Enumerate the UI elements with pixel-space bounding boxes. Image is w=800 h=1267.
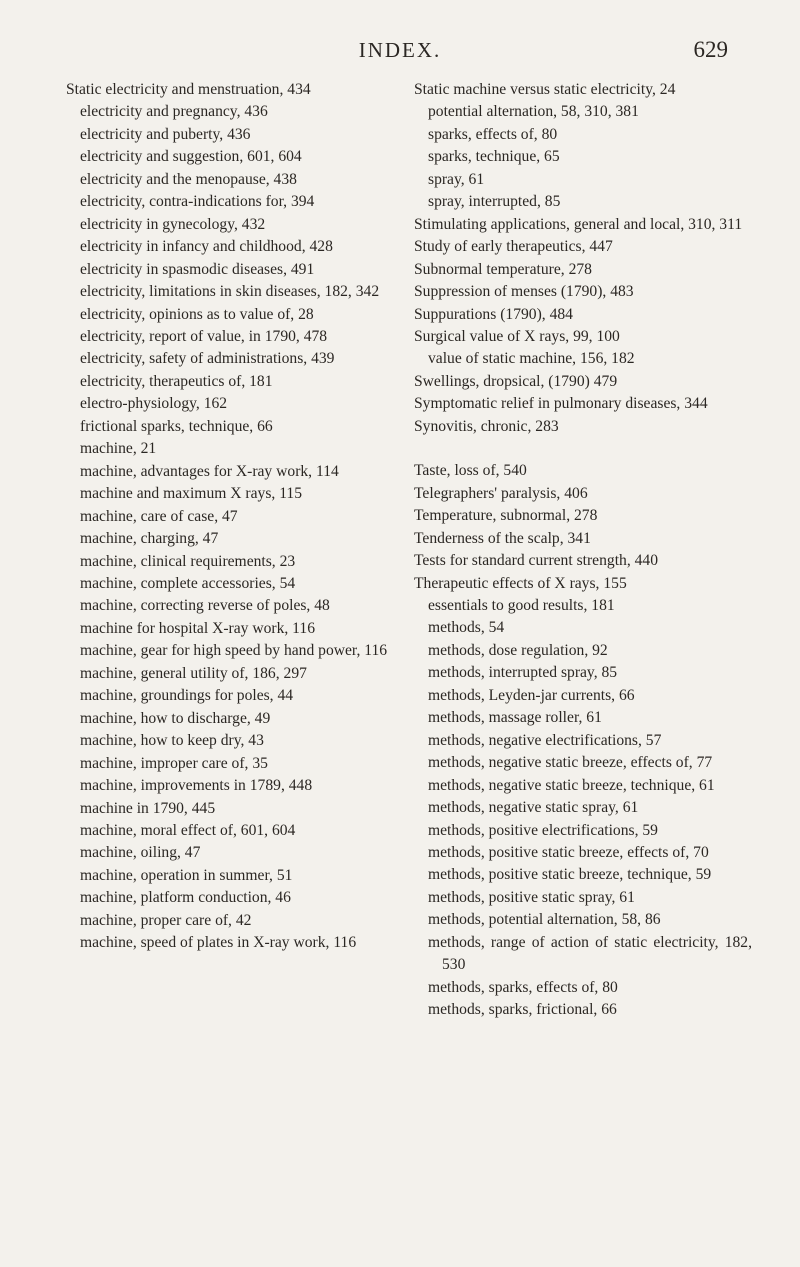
index-entry: methods, positive electrifications, 59 <box>428 821 658 839</box>
index-entry: value of static machine, 156, 182 <box>428 350 635 368</box>
index-entry: machine, charging, 47 <box>80 530 219 548</box>
index-entry: Surgical value of X rays, 99, 100 <box>414 327 620 345</box>
index-entry: machine, advantages for X-ray work, 114 <box>80 462 339 480</box>
index-entry: Symptomatic relief in pulmonary diseases, 344 <box>414 395 708 413</box>
index-entry: spray, interrupted, 85 <box>428 193 561 211</box>
index-entry: machine, groundings for poles, 44 <box>80 687 294 705</box>
index-entry: machine, correcting reverse of poles, 48 <box>80 597 330 615</box>
index-entry: machine, operation in summer, 51 <box>80 866 293 884</box>
index-entry: methods, positive static breeze, effects of, 70 <box>428 843 709 861</box>
index-entry: methods, positive static breeze, technique, 59 <box>428 866 712 884</box>
index-entry: electricity in gynecology, 432 <box>80 215 266 233</box>
index-entry: methods, range of action of static electricity, 182, 530 <box>428 933 752 974</box>
index-entry: methods, negative static spray, 61 <box>428 799 639 817</box>
index-entry: methods, negative electrifications, 57 <box>428 731 662 749</box>
index-entry: machine, gear for high speed by hand power, 116 <box>80 642 388 660</box>
index-entry: methods, interrupted spray, 85 <box>428 664 618 682</box>
index-entry: Tenderness of the scalp, 341 <box>414 529 591 547</box>
index-column-left <box>66 79 404 955</box>
index-entry: machine, speed of plates in X-ray work, 116 <box>80 934 357 952</box>
index-entry: Therapeutic effects of X rays, 155 <box>414 574 627 592</box>
index-entry: electricity, opinions as to value of, 28 <box>80 305 314 323</box>
index-entry: electricity and suggestion, 601, 604 <box>80 148 302 166</box>
index-entry: electricity, therapeutics of, 181 <box>80 372 273 390</box>
index-entry: methods, sparks, frictional, 66 <box>428 1001 617 1019</box>
index-entry: methods, sparks, effects of, 80 <box>428 978 618 996</box>
page-number: 629 <box>693 37 728 62</box>
index-entry: Taste, loss of, 540 <box>414 462 527 480</box>
index-entry: Subnormal temperature, 278 <box>414 260 592 278</box>
index-entry: Suppurations (1790), 484 <box>414 305 573 323</box>
index-entry: Stimulating applications, general and local, 310, 311 <box>414 215 743 233</box>
index-entry: spray, 61 <box>428 170 485 188</box>
index-entry: machine, how to discharge, 49 <box>80 709 271 727</box>
index-entry: Synovitis, chronic, 283 <box>414 417 559 435</box>
index-entry: machine in 1790, 445 <box>80 799 216 817</box>
index-entry: machine, complete accessories, 54 <box>80 574 296 592</box>
index-entry: Temperature, subnormal, 278 <box>414 507 598 525</box>
index-entry: machine and maximum X rays, 115 <box>80 485 303 503</box>
index-entry: electricity, report of value, in 1790, 478 <box>80 327 328 345</box>
index-entry: methods, negative static breeze, technique, 61 <box>428 776 715 794</box>
index-entry: sparks, technique, 65 <box>428 148 560 166</box>
index-entry: methods, Leyden-jar currents, 66 <box>428 686 635 704</box>
index-entry: electro-physiology, 162 <box>80 395 228 413</box>
index-entry: Telegraphers' paralysis, 406 <box>414 484 588 502</box>
index-entry: machine, platform conduction, 46 <box>80 889 291 907</box>
index-entry: machine, improper care of, 35 <box>80 754 268 772</box>
index-entry: machine, how to keep dry, 43 <box>80 732 264 750</box>
index-entry: electricity and pregnancy, 436 <box>80 103 268 121</box>
index-entry: electricity in infancy and childhood, 428 <box>80 238 333 256</box>
index-entry: Suppression of menses (1790), 483 <box>414 283 634 301</box>
index-column-right <box>414 79 752 1022</box>
index-entry: Static machine versus static electricity, 24 <box>414 81 676 98</box>
index-entry: potential alternation, 58, 310, 381 <box>428 103 639 121</box>
index-entry: machine, clinical requirements, 23 <box>80 552 296 570</box>
index-entry: methods, negative static breeze, effects of, 77 <box>428 754 713 772</box>
index-entry: electricity in spasmodic diseases, 491 <box>80 260 315 278</box>
index-entry: sparks, effects of, 80 <box>428 125 558 143</box>
index-entry: machine, oiling, 47 <box>80 844 201 862</box>
index-entry: machine for hospital X-ray work, 116 <box>80 619 315 637</box>
index-entry: methods, 54 <box>428 619 505 637</box>
index-entry: methods, dose regulation, 92 <box>428 641 608 659</box>
index-entry: machine, care of case, 47 <box>80 507 238 525</box>
index-entry: electricity, limitations in skin diseases, 182, 342 <box>80 283 380 301</box>
index-entry: Swellings, dropsical, (1790) 479 <box>414 372 618 390</box>
index-entry: electricity, safety of administrations, 439 <box>80 350 335 368</box>
index-entry: methods, positive static spray, 61 <box>428 888 635 906</box>
index-entry: essentials to good results, 181 <box>428 596 615 614</box>
index-entry: methods, massage roller, 61 <box>428 709 602 727</box>
index-entry: machine, proper care of, 42 <box>80 911 252 929</box>
index-entry: Static electricity and menstruation, 434 <box>66 81 311 98</box>
index-entry: methods, potential alternation, 58, 86 <box>428 911 661 929</box>
index-entry: electricity, contra-indications for, 394 <box>80 193 315 211</box>
page-header <box>0 38 800 68</box>
index-entry: electricity and puberty, 436 <box>80 125 251 143</box>
index-entry: Study of early therapeutics, 447 <box>414 238 613 256</box>
index-entry: frictional sparks, technique, 66 <box>80 417 273 435</box>
index-entry: electricity and the menopause, 438 <box>80 170 297 188</box>
index-entry: machine, improvements in 1789, 448 <box>80 777 313 795</box>
index-entry: Tests for standard current strength, 440 <box>414 552 659 570</box>
page-title: INDEX. <box>358 38 442 62</box>
index-entry: machine, 21 <box>80 440 157 458</box>
index-entry: machine, general utility of, 186, 297 <box>80 664 307 682</box>
index-entry: machine, moral effect of, 601, 604 <box>80 821 296 839</box>
